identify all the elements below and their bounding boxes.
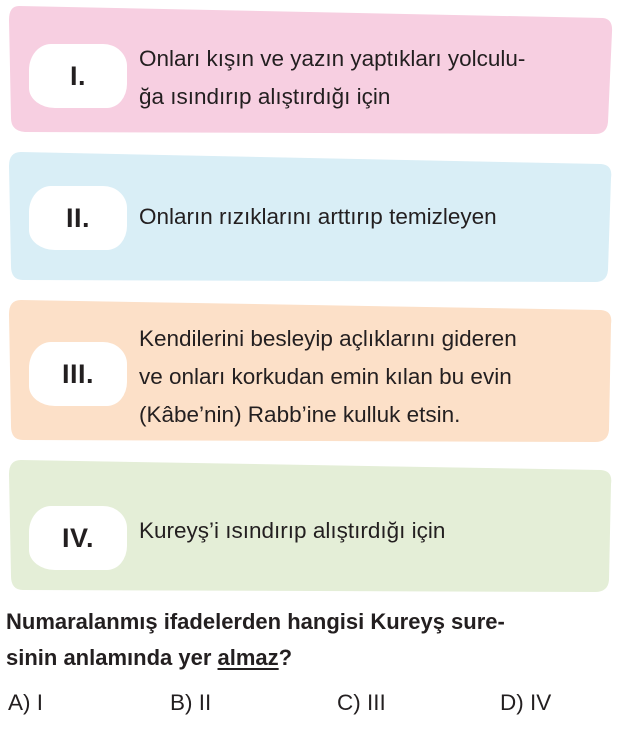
option-d[interactable]: D) IV bbox=[500, 690, 552, 715]
statement-line: ğa ısındırıp alıştırdığı için bbox=[139, 84, 391, 109]
numeral-label: I. bbox=[69, 60, 86, 91]
question-text bbox=[6, 604, 616, 676]
statement-card-4 bbox=[7, 458, 613, 594]
numeral-badge bbox=[29, 506, 127, 570]
option-a[interactable]: A) I bbox=[8, 690, 44, 715]
statement-card-2 bbox=[7, 150, 613, 284]
statement-card-3 bbox=[7, 298, 613, 444]
statement-line: Kendilerini besleyip açlıklarını gideren bbox=[139, 326, 517, 351]
numeral-badge bbox=[29, 342, 127, 406]
numeral-label: IV. bbox=[61, 522, 95, 553]
numeral-label: II. bbox=[65, 202, 90, 233]
statement-line: Onların rızıklarını arttırıp temizleyen bbox=[139, 204, 497, 229]
option-b[interactable]: B) II bbox=[170, 690, 212, 715]
statement-card-1 bbox=[7, 4, 613, 136]
question-line-1: Numaralanmış ifadelerden hangisi Kureyş sure- bbox=[6, 609, 505, 634]
numeral-badge bbox=[29, 44, 127, 108]
statement-line: (Kâbe’nin) Rabb’ine kulluk etsin. bbox=[139, 402, 461, 427]
option-c[interactable]: C) III bbox=[337, 690, 386, 715]
numeral-badge bbox=[29, 186, 127, 250]
statement-text bbox=[139, 512, 605, 550]
numeral-label: III. bbox=[61, 358, 94, 389]
emphasized-word: almaz bbox=[217, 645, 279, 670]
question-mark: ? bbox=[278, 645, 293, 670]
question-line-2-start: sinin anlamında yer bbox=[6, 645, 218, 670]
statement-text bbox=[139, 198, 605, 236]
statement-line: ve onları korkudan emin kılan bu evin bbox=[139, 364, 512, 389]
statement-line: Kureyş’i ısındırıp alıştırdığı için bbox=[139, 518, 446, 543]
statement-line: Onları kışın ve yazın yaptıkları yolculu- bbox=[139, 46, 526, 71]
question-line-2 bbox=[6, 640, 616, 676]
statement-text bbox=[139, 320, 605, 434]
statement-text bbox=[139, 40, 605, 116]
